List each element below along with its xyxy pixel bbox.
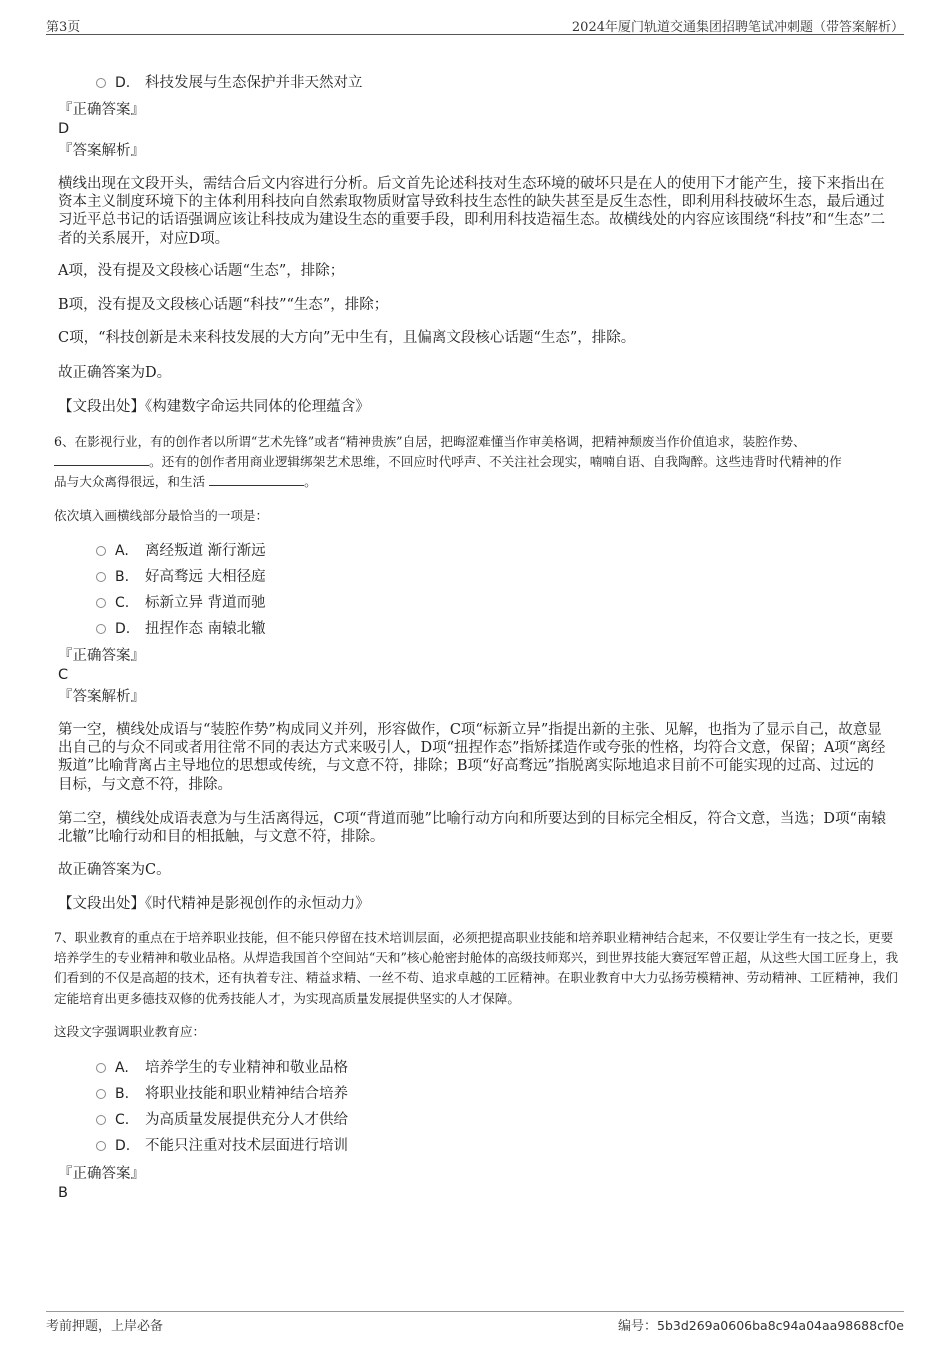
q6-option-b[interactable] xyxy=(96,567,266,587)
footer-slogan: 考前押题，上岸必备 xyxy=(46,1319,164,1334)
option-letter: B. xyxy=(115,1086,130,1102)
q6-prompt: 依次填入画横线部分最恰当的一项是： xyxy=(54,508,269,523)
q6-stem-text: 品与大众离得很远，和生活 xyxy=(54,474,206,490)
q6-stem-line: 6、在影视行业，有的创作者以所谓“艺术先锋”或者“精神贵族”自居，把晦涩难懂当作审美格调，把精神颓废当作价值追求，装腔作势、 xyxy=(54,434,806,449)
q6-stem-text: 。还有的创作者用商业逻辑绑架艺术思维，不回应时代呼声、不关注社会现实，喃喃自语、自我陶醉。这些违背时代精神的作 xyxy=(149,454,842,470)
q6-answer-label: 『正确答案』 xyxy=(58,648,145,664)
option-text: 不能只注重对技术层面进行培训 xyxy=(145,1138,348,1154)
radio-icon[interactable] xyxy=(96,78,106,88)
radio-icon[interactable] xyxy=(96,1089,106,1099)
radio-icon[interactable] xyxy=(96,598,106,608)
option-text: 扭捏作态 南辕北辙 xyxy=(145,621,266,637)
q7-option-a[interactable] xyxy=(96,1058,348,1078)
page-header xyxy=(46,14,904,35)
option-text: 将职业技能和职业精神结合培养 xyxy=(145,1086,348,1102)
q6-stem-line xyxy=(54,452,899,472)
fill-blank xyxy=(54,453,149,466)
q6-stem-text: 。 xyxy=(304,474,317,490)
option-text: 离经叛道 渐行渐远 xyxy=(145,543,266,559)
q6-stem-line xyxy=(54,472,899,492)
radio-icon[interactable] xyxy=(96,572,106,582)
q6-option-a[interactable] xyxy=(96,541,266,561)
option-letter: D. xyxy=(115,75,131,91)
q7-option-c[interactable] xyxy=(96,1110,348,1130)
option-text: 好高骛远 大相径庭 xyxy=(145,569,266,585)
q6-analysis-label: 『答案解析』 xyxy=(58,689,145,705)
q5-analysis-paragraph: A项，没有提及文段核心话题“生态”，排除； xyxy=(58,263,345,279)
q7-answer: B xyxy=(58,1185,68,1201)
option-text: 培养学生的专业精神和敬业品格 xyxy=(145,1060,348,1076)
q6-answer: C xyxy=(58,667,69,683)
q5-analysis-paragraph: 横线出现在文段开头，需结合后文内容进行分析。后文首先论述科技对生态环境的破坏只是在人的使用下才能产生，接下来指出在资本主义制度环境下的主体利用科技向自然索取物质财富导致科技生态性的缺失甚至是反生态性，即利用科技破坏生态，最后通过习近平总书记的话语强调应该让科技成为建设生态的重要手段，即利用科技造福生态。故横线处的内容应该围绕“科技”和“生态”二者的关系展开，对应D项。 xyxy=(58,176,886,247)
radio-icon[interactable] xyxy=(96,546,106,556)
radio-icon[interactable] xyxy=(96,1115,106,1125)
q7-stem: 7、职业教育的重点在于培养职业技能，但不能只停留在技术培训层面，必须把提高职业技能和培养职业精神结合起来，不仅要让学生有一技之长，更要培养学生的专业精神和敬业品格。从焊造我国首个空间站“天和”核心舱密封舱体的高级技师郑兴，到世界技能大赛冠军曾正超，从这些大国工匠身上，我们看到的不仅是高超的技术，还有执着专注、精益求精、一丝不苟、追求卓越的工匠精神。在职业教育中大力弘扬劳模精神、劳动精神、工匠精神，我们定能培育出更多德技双修的优秀技能人才，为实现高质量发展提供坚实的人才保障。 xyxy=(54,930,899,1006)
code-label: 编号： xyxy=(617,1319,657,1334)
option-letter: C. xyxy=(115,1112,130,1128)
q5-analysis-paragraph: C项，“科技创新是未来科技发展的大方向”无中生有，且偏离文段核心话题“生态”，排除。 xyxy=(58,330,636,346)
option-text: 科技发展与生态保护并非天然对立 xyxy=(145,75,363,91)
option-letter: C. xyxy=(115,595,130,611)
option-text: 为高质量发展提供充分人才供给 xyxy=(145,1112,348,1128)
q7-option-b[interactable] xyxy=(96,1084,348,1104)
q7-answer-label: 『正确答案』 xyxy=(58,1166,145,1182)
option-letter: D. xyxy=(115,621,131,637)
q7-prompt: 这段文字强调职业教育应： xyxy=(54,1024,206,1039)
option-letter: B. xyxy=(115,569,130,585)
q6-source: 【文段出处】《时代精神是影视创作的永恒动力》 xyxy=(58,896,370,912)
q6-analysis-paragraph: 第二空，横线处成语表意为与生活离得远，C项“背道而驰”比喻行动方向和所要达到的目标完全相反，符合文意，当选；D项“南辕北辙”比喻行动和目的相抵触，与文意不符，排除。 xyxy=(58,811,886,846)
document-title: 2024年厦门轨道交通集团招聘笔试冲刺题（带答案解析） xyxy=(571,20,904,35)
code-value: 5b3d269a0606ba8c94a04aa98688cf0e xyxy=(657,1318,904,1333)
q5-analysis-paragraph: 故正确答案为D。 xyxy=(58,365,172,381)
document-code xyxy=(618,1315,904,1334)
q6-analysis-paragraph: 第一空，横线处成语与“装腔作势”构成同义并列，形容做作，C项“标新立异”指提出新的主张、见解，也指为了显示自己，故意显出自己的与众不同或者用往常不同的表达方式来吸引人，D项“扭捏作态”指矫揉造作或夸张的性格，均符合文意，保留；A项“离经叛道”比喻背离占主导地位的思想或传统，与文意不符，排除；B项“好高骛远”指脱离实际地追求目前不可能实现的过高、过远的目标，与文意不符，排除。 xyxy=(58,722,886,793)
q5-option-d[interactable] xyxy=(96,73,363,93)
fill-blank xyxy=(209,473,304,486)
option-letter: A. xyxy=(115,543,129,559)
q6-option-d[interactable] xyxy=(96,619,266,639)
option-letter: D. xyxy=(115,1138,131,1154)
option-letter: A. xyxy=(115,1060,129,1076)
q6-option-c[interactable] xyxy=(96,593,266,613)
q5-answer-label: 『正确答案』 xyxy=(58,102,145,118)
q5-source: 【文段出处】《构建数字命运共同体的伦理蕴含》 xyxy=(58,399,370,415)
q5-analysis-label: 『答案解析』 xyxy=(58,143,145,159)
q6-stem xyxy=(54,432,899,493)
radio-icon[interactable] xyxy=(96,1141,106,1151)
q6-analysis-paragraph: 故正确答案为C。 xyxy=(58,862,171,878)
radio-icon[interactable] xyxy=(96,1063,106,1073)
radio-icon[interactable] xyxy=(96,624,106,634)
option-text: 标新立异 背道而驰 xyxy=(145,595,266,611)
q7-option-d[interactable] xyxy=(96,1136,348,1156)
page-footer xyxy=(46,1311,904,1334)
page-number: 第3页 xyxy=(46,20,81,35)
q5-answer: D xyxy=(58,121,70,137)
q5-analysis-paragraph: B项，没有提及文段核心话题“科技”“生态”，排除； xyxy=(58,297,389,313)
